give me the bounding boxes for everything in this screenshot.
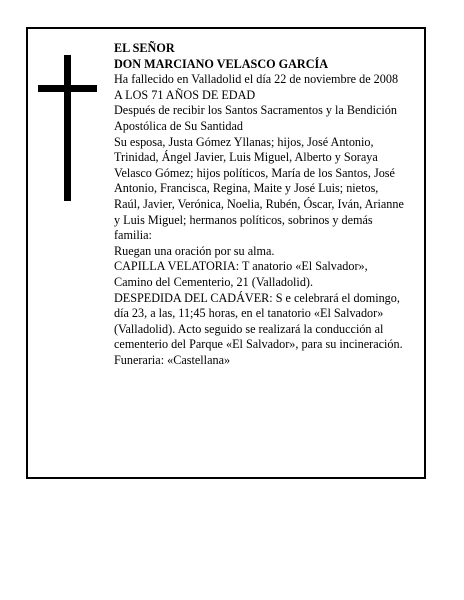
cross-horizontal-bar [38, 85, 97, 92]
cross-icon [38, 55, 102, 201]
deceased-title: EL SEÑOR [114, 41, 175, 55]
sacraments-line: Después de recibir los Santos Sacramentos y la Bendición Apostólica de Su Santidad [114, 103, 397, 133]
prayer-request: Ruegan una oración por su alma. [114, 243, 275, 258]
family-list: Su esposa, Justa Gómez Yllanas; hijos, José Antonio, Trinidad, Ángel Javier, Luis Miguel, Alberto y Soraya Velasco Gómez; hijos políticos, María de los Santos, José Antonio, Francisca, Regina, Maite y José Luis; nietos, Raúl, Javier, Verónica, Noelia, Rubén, Óscar, Iván, Arianne y Luis Miguel; hermanos políticos, sobrinos y demás familia: [114, 134, 404, 243]
death-announcement: Ha fallecido en Valladolid el día 22 de noviembre de 2008 [114, 72, 399, 87]
age-line: A LOS 71 AÑOS DE EDAD [114, 87, 256, 102]
cross-vertical-bar [64, 55, 71, 201]
farewell-info: DESPEDIDA DEL CADÁVER: S e celebrará el domingo, día 23, a las, 11;45 horas, en el tanatorio «El Salvador» (Valladolid). Acto seguido se realizará la conducción al cementerio del Parque «El Salvador», para su incineración. [114, 290, 403, 352]
funeral-home: Funeraria: «Castellana» [114, 352, 231, 367]
deceased-name: DON MARCIANO VELASCO GARCÍA [114, 56, 329, 71]
chapel-info: CAPILLA VELATORIA: T anatorio «El Salvador», Camino del Cementerio, 21 (Valladolid). [114, 259, 368, 289]
notice-text [114, 41, 404, 368]
obituary-notice [26, 27, 426, 479]
